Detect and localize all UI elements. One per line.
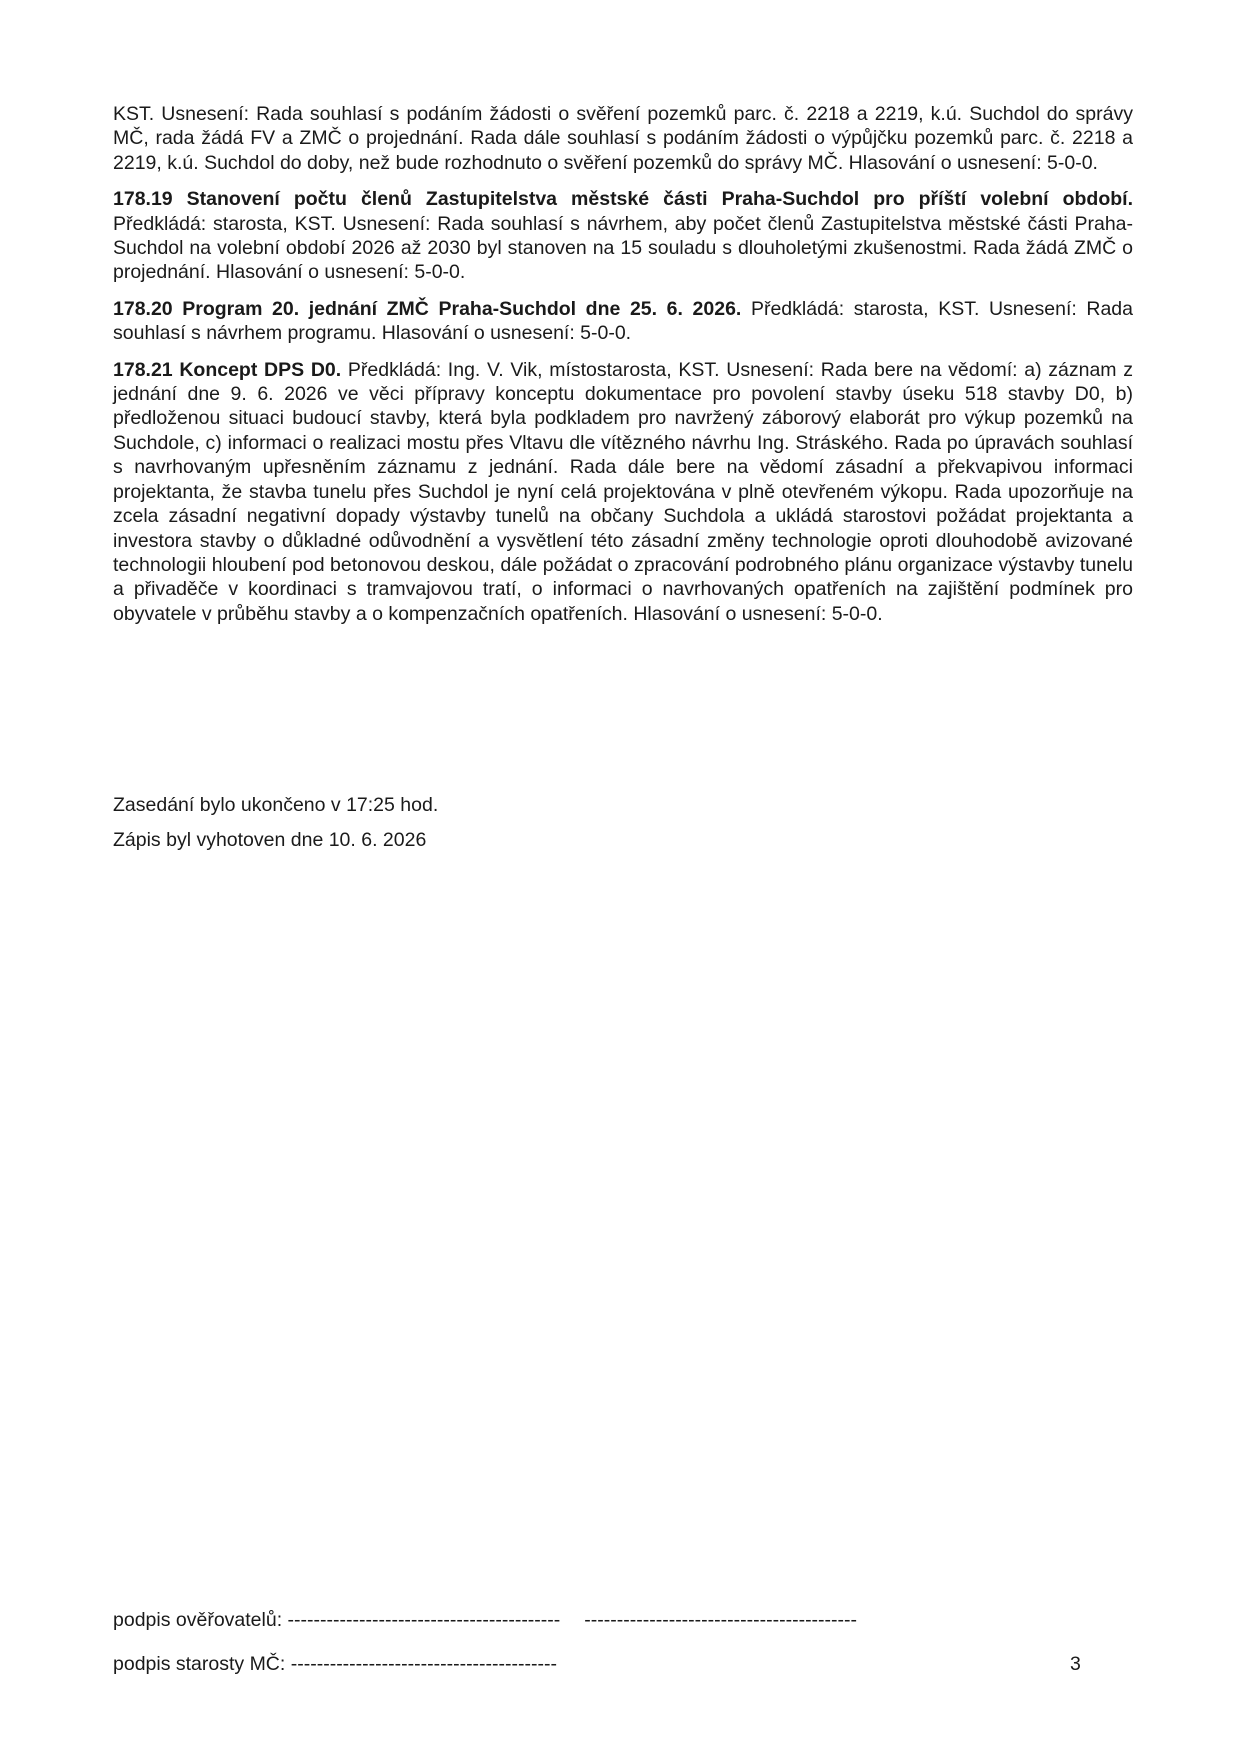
item-heading: 178.21 Koncept DPS D0. bbox=[113, 358, 342, 381]
paragraph-text: Předkládá: starosta, KST. Usnesení: Rada souhlasí s návrhem, aby počet členů Zastupitelstva městské části Praha-Suchdol na volební období 2026 až 2030 byl stanoven na 15 souladu s dlouholetými zkušenostmi. Rada žádá ZMČ o projednání. Hlasování o usnesení: 5-0-0. bbox=[113, 212, 1133, 284]
verifiers-signature-line bbox=[113, 1608, 857, 1632]
minutes-drafted-line: Zápis byl vyhotoven dne 10. 6. 2026 bbox=[113, 829, 427, 851]
item-heading: 178.19 Stanovení počtu členů Zastupitelstva městské části Praha-Suchdol pro příští volební období. bbox=[113, 188, 1133, 211]
paragraph-text: Předkládá: starosta, KST. Usnesení: Rada souhlasí s návrhem programu. Hlasování o usnesení: 5-0-0. bbox=[113, 297, 1133, 345]
mayor-label: podpis starosty MČ: bbox=[113, 1653, 286, 1675]
paragraph-item-178-19 bbox=[113, 187, 1133, 285]
paragraph-text: Předkládá: Ing. V. Vik, místostarosta, KST. Usnesení: Rada bere na vědomí: a) záznam z jednání dne 9. 6. 2026 ve věci přípravy konceptu dokumentace pro povolení stavby úseku 518 stavby D0, b) předloženou situaci budoucí stavby, která byla podkladem pro navržený záborový elaborát pro výkup pozemků na Suchdole, c) informaci o realizaci mostu přes Vltavu dle vítězného návrhu Ing. Stráského. Rada po úpravách souhlasí s navrhovaným upřesněním záznamu z jednání. Rada dále bere na vědomí zásadní a překvapivou informaci projektanta, že stavba tunelu přes Suchdol je nyní celá projektována v plně otevřeném výkopu. Rada upozorňuje na zcela zásadní negativní dopady výstavby tunelů na občany Suchdola a ukládá starostovi požádat projektanta a investora stavby o důkladné odůvodnění a vysvětlení této zásadní změny technologie oproti dlouhodobě avizované technologii hloubení pod betonovou deskou, dále požádat o zpracování podrobného plánu organizace výstavby tunelu a přivaděče v koordinaci s tramvajovou tratí, o informaci o navrhovaných opatřeních na zajištění podmínek pro obyvatele v průběhu stavby a o kompenzačních opatřeních. Hlasování o usnesení: 5-0-0. bbox=[113, 358, 1133, 625]
mayor-signature-blank: ----------------------------------------- bbox=[290, 1653, 557, 1675]
verifiers-label: podpis ověřovatelů: bbox=[113, 1609, 283, 1631]
paragraph-item-178-21 bbox=[113, 358, 1133, 626]
mayor-signature-line bbox=[113, 1652, 557, 1676]
verifier-2-signature-blank: ------------------------------------------ bbox=[584, 1609, 858, 1631]
page-number: 3 bbox=[1070, 1653, 1081, 1675]
minutes-body bbox=[113, 102, 1133, 638]
paragraph-continuation bbox=[113, 102, 1133, 175]
paragraph-text: KST. Usnesení: Rada souhlasí s podáním žádosti o svěření pozemků parc. č. 2218 a 2219, k.ú. Suchdol do správy MČ, rada žádá FV a ZMČ o projednání. Rada dále souhlasí s podáním žádosti o výpůjčku pozemků parc. č. 2218 a 2219, k.ú. Suchdol do doby, než bude rozhodnuto o svěření pozemků do správy MČ. Hlasování o usnesení: 5-0-0. bbox=[113, 103, 1133, 174]
paragraph-item-178-20 bbox=[113, 297, 1133, 346]
closing-section bbox=[113, 793, 438, 863]
item-heading: 178.20 Program 20. jednání ZMČ Praha-Suchdol dne 25. 6. 2026. bbox=[113, 297, 742, 320]
verifier-1-signature-blank: ------------------------------------------ bbox=[287, 1609, 561, 1631]
meeting-ended-line: Zasedání bylo ukončeno v 17:25 hod. bbox=[113, 794, 439, 816]
